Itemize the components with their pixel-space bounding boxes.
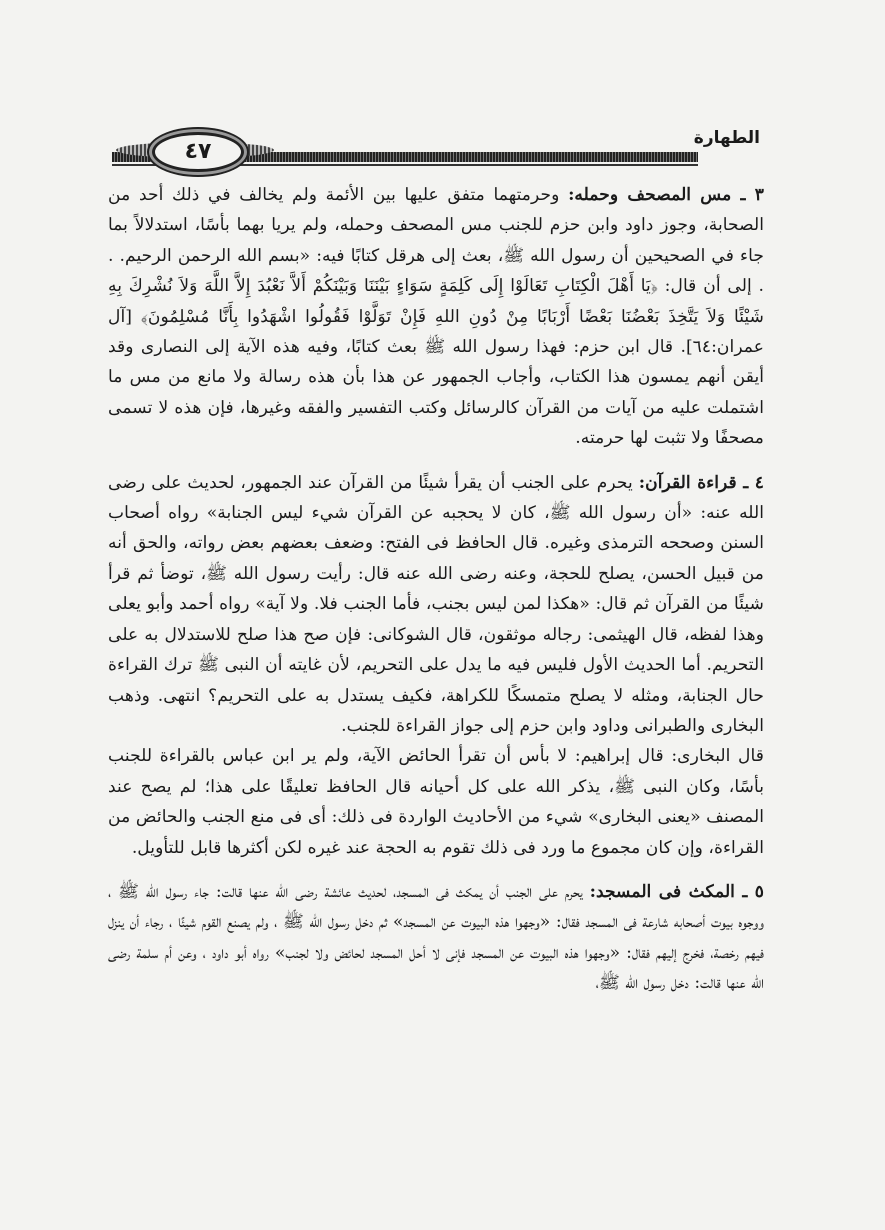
chapter-title: الطهارة bbox=[693, 128, 760, 148]
paragraph-text: قال البخارى: قال إبراهيم: لا بأس أن تقرأ الحائض الآية، ولم ير ابن عباس بالقراءة للجنب بأسًا، وكان النبى ﷺ، يذكر الله على كل أحيانه قال الحافظ تعليقًا على هذا؛ لم يصح عند المصنف «يعنى البخارى» شيء من الأحاديث الواردة فى ذلك: أى فى منع الجنب والحائض من القراءة، وإن كان مجموع ما ورد فى ذلك تقوم به الحجة عند غيره لكن أكثرها قابل للتأويل. bbox=[108, 746, 764, 858]
paragraph-heading: ٥ ـ المكث فى المسجد: bbox=[589, 881, 764, 902]
paragraph-text: يحرم على الجنب أن يمكث فى المسجد، لحديث عائشة رضى الله عنها قالت: جاء رسول الله ﷺ ، ووجوه بيوت أصحابه شارعة فى المسجد فقال: «وجهوا هذه البيوت عن المسجد» ثم دخل رسول الله ﷺ ، ولم يصنع القوم شيئًا ، رجاء أن ينزل فيهم رخصة، فخرج إليهم فقال: «وجهوا هذه البيوت عن المسجد فإنى لا أحل المسجد لحائض ولا لجنب» رواه أبو داود ، وعن أم سلمة رضى الله عنها قالت: دخل رسول الله ﷺ، bbox=[108, 881, 764, 994]
page-header bbox=[112, 128, 760, 168]
paragraph-quran-touching bbox=[108, 180, 764, 454]
paragraph-bukhari-note bbox=[108, 741, 764, 863]
paragraph-heading: ٤ ـ قراءة القرآن: bbox=[638, 472, 765, 493]
page-body bbox=[108, 180, 764, 999]
page-number: ٤٧ bbox=[152, 132, 244, 172]
paragraph-text: وحرمتهما متفق عليها بين الأئمة ولم يخالف في ذلك أحد من الصحابة، وجوز داود وابن حزم للجنب مس المصحف وحمله، ولم يريا بهما بأسًا، استدلالاً بما جاء في الصحيحين أن رسول الله ﷺ، بعث إلى هرقل كتابًا فيه: «بسم الله الرحمن الرحيم. . . إلى أن قال: ﴿يَا أَهْلَ الْكِتَابِ تَعَالَوْا إِلَى كَلِمَةٍ سَوَاءٍ بَيْنَنَا وَبَيْنَكُمْ أَلاَّ نَعْبُدَ إِلاَّ اللَّهَ وَلاَ نُشْرِكَ بِهِ شَيْئًا وَلاَ يَتَّخِذَ بَعْضُنَا بَعْضًا أَرْبَابًا مِنْ دُونِ اللهِ فَإِنْ تَوَلَّوْا فَقُولُوا اشْهَدُوا بِأَنَّا مُسْلِمُونَ﴾ [آل عمران:٦٤]. قال ابن حزم: فهذا رسول الله ﷺ بعث كتابًا، وفيه هذه الآية إلى النصارى وقد أيقن أنهم يمسون هذا الكتاب، وأجاب الجمهور عن هذا بأن هذه رسالة ولا مانع من مس ما اشتملت عليه من آيات من القرآن كالرسائل وكتب التفسير والفقه وغيرها، فإن هذه لا تسمى مصحفًا ولا تثبت لها حرمته. bbox=[108, 185, 764, 449]
paragraph-text: يحرم على الجنب أن يقرأ شيئًا من القرآن عند الجمهور، لحديث على رضى الله عنه: «أن رسول الله ﷺ، كان لا يحجبه عن القرآن شيء ليس الجنابة» رواه أصحاب السنن وصححه الترمذى وغيره. قال الحافظ فى الفتح: وضعف بعضهم بعض رواته، والحق أنه من قبيل الحسن، يصلح للحجة، وعنه رضى الله عنه قال: رأيت رسول الله ﷺ، توضأ ثم قرأ شيئًا من القرآن ثم قال: «هكذا لمن ليس بجنب، فأما الجنب فلا. ولا آية» رواه أحمد وأبو يعلى وهذا لفظه، قال الهيثمى: رجاله موثقون، قال الشوكانى: فإن صح هذا صلح للاستدلال به على التحريم. أما الحديث الأول فليس فيه ما يدل على التحريم، لأن غايته أن النبى ﷺ ترك القراءة حال الجنابة، ومثله لا يصلح متمسكًا للكراهة، فكيف يستدل به على التحريم؟ انتهى. وذهب البخارى والطبرانى وداود وابن حزم إلى جواز القراءة للجنب. bbox=[108, 472, 764, 736]
paragraph-mosque-staying bbox=[108, 877, 764, 999]
paragraph-heading: ٣ ـ مس المصحف وحمله: bbox=[568, 185, 764, 205]
paragraph-quran-reading bbox=[108, 468, 764, 742]
